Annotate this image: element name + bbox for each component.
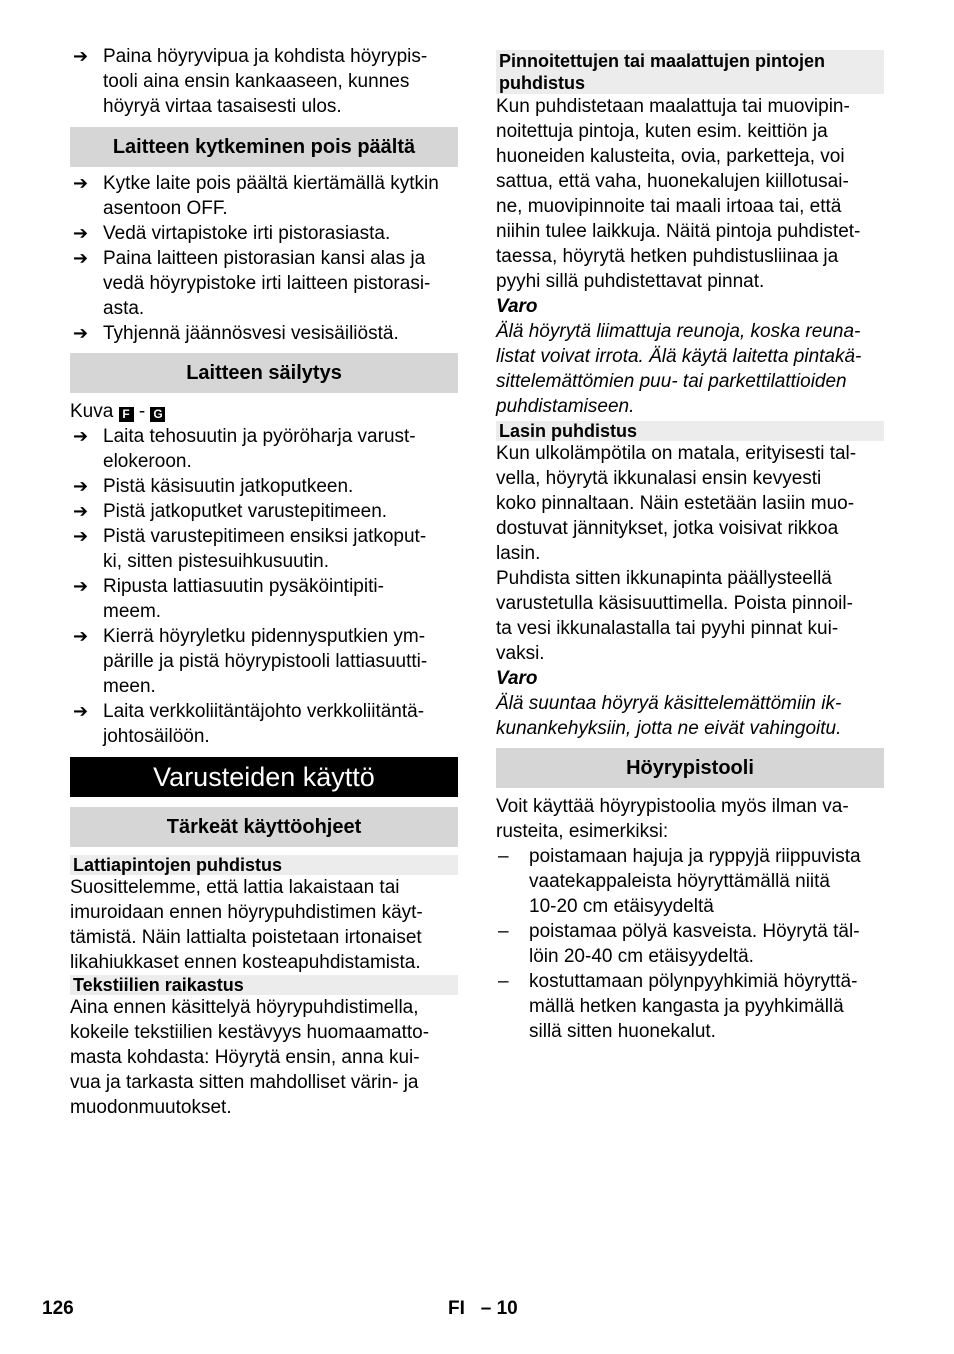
list-item: ➔ Pistä varustepitimeen ensiksi jatkoput- ki, sitten pistesuihkusuutin. bbox=[73, 526, 427, 572]
arrow-icon: ➔ bbox=[73, 626, 89, 646]
arrow-icon: ➔ bbox=[73, 248, 89, 268]
list-item: ➔ Tyhjennä jäännösvesi vesisäiliöstä. bbox=[73, 323, 399, 344]
caution-label: Varo bbox=[496, 296, 538, 317]
arrow-icon: ➔ bbox=[73, 223, 89, 243]
steam-gun-uses bbox=[496, 844, 884, 1044]
list-item: – poistamaa pölyä kasveista. Höyrytä täl- löin 20-40 cm etäisyydeltä. bbox=[498, 921, 860, 967]
arrow-icon: ➔ bbox=[73, 501, 89, 521]
list-item: ➔ Paina laitteen pistorasian kansi alas ja vedä höyrypistoke irti laitteen pistorasi- asta. bbox=[73, 248, 431, 319]
list-item: – kostuttamaan pölynpyyhkimiä höyryttä- mällä hetken kangasta ja pyyhkimällä sillä sitten huonekalut. bbox=[498, 971, 858, 1042]
subheading-glass: Lasin puhdistus bbox=[496, 421, 884, 441]
textile-paragraph: Aina ennen käsittelyä höyrypuhdistimella, kokeile tekstiilien kestävyys huomaamatto- masta kohdasta: Höyrytä ensin, anna kui- vua ja tarkasta sitten mahdolliset värin- ja muodonmuutokset. bbox=[70, 997, 430, 1118]
section-heading-storage: Laitteen säilytys bbox=[70, 353, 458, 393]
caution-label: Varo bbox=[496, 668, 538, 689]
left-column bbox=[70, 44, 458, 1120]
dash-bullet-icon: – bbox=[498, 971, 509, 992]
figure-reference: Kuva F - G bbox=[70, 399, 458, 424]
coated-paragraph: Kun puhdistetaan maalattuja tai muovipin- noitettuja pintoja, kuten esim. keittiön ja huoneiden kalusteita, ovia, parketteja, voi sattua, että vaha, huonekalujen kiillotusai- ne, muovipinnoite tai maali irtoaa tai, että niihin tulee laikkuja. Näitä pintoja puhdistet- taessa, höyrytä hetken puhdistusliinaa ja pyyhi sillä puhdistettavat pinnat. bbox=[496, 96, 861, 292]
list-item: ➔ Pistä käsisuutin jatkoputkeen. bbox=[73, 476, 354, 497]
figure-f-icon: F bbox=[119, 407, 134, 422]
arrow-icon: ➔ bbox=[73, 46, 89, 66]
arrow-icon: ➔ bbox=[73, 476, 89, 496]
list-item: ➔ Pistä jatkoputket varustepitimeen. bbox=[73, 501, 388, 522]
caution-text: Älä suuntaa höyryä käsittelemättömiin ik- kunankehyksiin, jotta ne eivät vahingoitu. bbox=[496, 693, 842, 739]
list-item: ➔ Ripusta lattiasuutin pysäköintipiti- meem. bbox=[73, 576, 384, 622]
arrow-icon: ➔ bbox=[73, 426, 89, 446]
dash-bullet-icon: – bbox=[498, 921, 509, 942]
glass-paragraph: Kun ulkolämpötila on matala, erityisesti tal- vella, höyrytä ikkunalasi ensin kevyesti koko pinnaltaan. Näin estetään lasiin muo- dostuvat jännitykset, jotka voisivat rikkoa lasin. Puhdista sitten ikkunapinta päällysteellä varustetulla käsisuuttimella. Poista pinnoil- ta vesi ikkunalastalla tai pyyhi pinnat kui- vaksi. bbox=[496, 443, 857, 664]
dash-bullet-icon: – bbox=[498, 846, 509, 867]
arrow-icon: ➔ bbox=[73, 526, 89, 546]
subheading-coated: Pinnoitettujen tai maalattujen pintojen puhdistus bbox=[496, 50, 884, 94]
steam-gun-intro: Voit käyttää höyrypistoolia myös ilman va- rusteita, esimerkiksi: bbox=[496, 796, 849, 842]
list-item: – poistamaan hajuja ja ryppyjä riippuvista vaatekappaleista höyryttämällä niitä 10-20 cm etäisyydeltä bbox=[498, 846, 861, 917]
arrow-icon: ➔ bbox=[73, 173, 89, 193]
floor-paragraph: Suosittelemme, että lattia lakaistaan tai imuroidaan ennen höyrypuhdistimen käyt- tämistä. Näin lattialta poistetaan irtonaiset likahiukkaset ennen kosteapuhdistamista. bbox=[70, 877, 423, 973]
section-heading-important: Tärkeät käyttöohjeet bbox=[70, 807, 458, 847]
list-item: ➔ Kytke laite pois päältä kiertämällä kytkin asentoon OFF. bbox=[73, 173, 439, 219]
chapter-heading: Varusteiden käyttö bbox=[70, 757, 458, 797]
storage-steps bbox=[70, 424, 458, 749]
right-column bbox=[496, 50, 884, 1044]
subheading-textile: Tekstiilien raikastus bbox=[70, 975, 458, 995]
arrow-icon: ➔ bbox=[73, 576, 89, 596]
switch-off-steps bbox=[70, 171, 458, 346]
list-item: ➔ Laita tehosuutin ja pyöröharja varust- elokeroon. bbox=[73, 426, 416, 472]
list-item: ➔ Laita verkkoliitäntäjohto verkkoliitäntä- johtosäilöön. bbox=[73, 701, 425, 747]
intro-step: ➔ Paina höyryvipua ja kohdista höyrypis- tooli aina ensin kankaaseen, kunnes höyryä virtaa tasaisesti ulos. bbox=[73, 46, 428, 117]
page-number: 126 bbox=[42, 1298, 74, 1319]
language-page-label: FI – 10 bbox=[448, 1298, 518, 1319]
caution-text: Älä höyrytä liimattuja reunoja, koska reuna- listat voivat irrota. Älä käytä laitetta pintakä- sittelemättömien puu- tai parkettilattioiden puhdistamiseen. bbox=[496, 321, 862, 417]
section-heading-steam-gun: Höyrypistooli bbox=[496, 748, 884, 788]
arrow-icon: ➔ bbox=[73, 701, 89, 721]
arrow-icon: ➔ bbox=[73, 323, 89, 343]
section-heading-switch-off: Laitteen kytkeminen pois päältä bbox=[70, 127, 458, 167]
figure-g-icon: G bbox=[150, 407, 165, 422]
subheading-floor: Lattiapintojen puhdistus bbox=[70, 855, 458, 875]
list-item: ➔ Vedä virtapistoke irti pistorasiasta. bbox=[73, 223, 391, 244]
list-item: ➔ Kierrä höyryletku pidennysputkien ym- pärille ja pistä höyrypistooli lattiasuutti- meen. bbox=[73, 626, 428, 697]
